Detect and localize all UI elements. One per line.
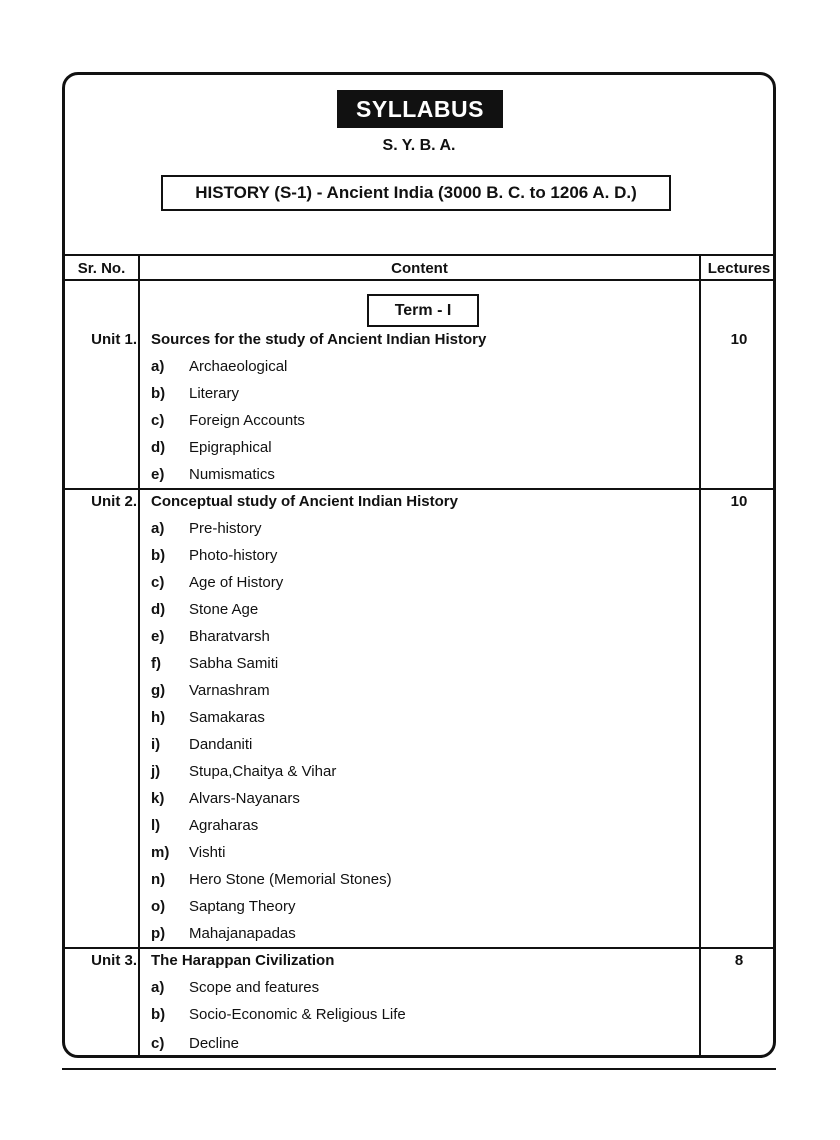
unit-lectures: 8 <box>734 952 744 969</box>
list-item <box>151 519 262 539</box>
subject-title: HISTORY (S-1) - Ancient India (3000 B. C. to 1206 A. D.) <box>161 175 671 211</box>
item-text: Agraharas <box>189 817 259 834</box>
list-item <box>151 735 252 755</box>
unit-label: Unit 3. <box>91 952 137 969</box>
syllabus-frame <box>62 72 776 1058</box>
item-letter: h) <box>151 709 166 726</box>
item-letter: c) <box>151 574 165 591</box>
unit-title: Conceptual study of Ancient Indian History <box>151 493 458 510</box>
item-letter: a) <box>151 979 165 996</box>
list-item <box>151 681 270 701</box>
term-label: Term - I <box>367 294 479 327</box>
item-text: Decline <box>189 1035 240 1052</box>
item-text: Pre-history <box>189 520 262 537</box>
item-text: Numismatics <box>189 466 275 483</box>
list-item <box>151 843 225 863</box>
list-item <box>151 546 277 566</box>
item-letter: n) <box>151 871 166 888</box>
item-text: Age of History <box>189 574 284 591</box>
item-letter: a) <box>151 358 165 375</box>
table-top-rule <box>65 254 773 256</box>
item-letter: j) <box>151 763 161 780</box>
column-divider <box>138 254 140 1058</box>
item-text: Stupa,Chaitya & Vihar <box>189 763 337 780</box>
list-item <box>151 924 296 944</box>
class-name: S. Y. B. A. <box>382 137 456 154</box>
item-text: Hero Stone (Memorial Stones) <box>189 871 392 888</box>
item-text: Epigraphical <box>189 439 272 456</box>
list-item <box>151 897 295 917</box>
unit-label: Unit 2. <box>91 493 137 510</box>
item-text: Mahajanapadas <box>189 925 296 942</box>
syllabus-header <box>65 75 773 256</box>
unit-label: Unit 1. <box>91 331 137 348</box>
list-item <box>151 384 239 404</box>
item-letter: m) <box>151 844 170 861</box>
list-item <box>151 978 319 998</box>
unit-title: The Harappan Civilization <box>151 952 335 969</box>
item-letter: o) <box>151 898 166 915</box>
list-item <box>151 465 275 485</box>
item-text: Literary <box>189 385 240 402</box>
item-text: Saptang Theory <box>189 898 296 915</box>
item-letter: k) <box>151 790 165 807</box>
item-text: Foreign Accounts <box>189 412 305 429</box>
list-item <box>151 438 272 458</box>
item-text: Photo-history <box>189 547 278 564</box>
list-item <box>151 600 258 620</box>
item-text: Socio-Economic & Religious Life <box>189 1006 406 1023</box>
list-item <box>151 1005 406 1025</box>
item-text: Alvars-Nayanars <box>189 790 300 807</box>
item-text: Sabha Samiti <box>189 655 279 672</box>
item-text: Stone Age <box>189 601 259 618</box>
column-header-lectures: Lectures <box>707 259 771 277</box>
list-item <box>151 573 283 593</box>
column-header-content: Content <box>391 259 448 277</box>
column-header-sr-no: Sr. No. <box>77 259 126 277</box>
unit-lectures: 10 <box>730 331 748 348</box>
list-item <box>151 789 300 809</box>
unit-lectures: 10 <box>730 493 748 510</box>
list-item <box>151 1034 239 1054</box>
footer-rule <box>62 1068 776 1070</box>
item-text: Vishti <box>189 844 226 861</box>
unit-divider <box>65 488 773 490</box>
item-letter: f) <box>151 655 161 672</box>
column-divider <box>699 254 701 1058</box>
list-item <box>151 357 287 377</box>
item-letter: d) <box>151 601 166 618</box>
item-letter: i) <box>151 736 161 753</box>
list-item <box>151 654 278 674</box>
list-item <box>151 762 336 782</box>
unit-divider <box>65 947 773 949</box>
item-letter: a) <box>151 520 165 537</box>
item-letter: g) <box>151 682 166 699</box>
item-letter: e) <box>151 628 165 645</box>
item-letter: b) <box>151 547 166 564</box>
item-text: Scope and features <box>189 979 320 996</box>
item-letter: e) <box>151 466 165 483</box>
unit-title: Sources for the study of Ancient Indian History <box>151 331 487 348</box>
item-text: Varnashram <box>189 682 270 699</box>
list-item <box>151 816 258 836</box>
item-text: Bharatvarsh <box>189 628 270 645</box>
item-letter: c) <box>151 412 165 429</box>
page-title: SYLLABUS <box>337 90 503 128</box>
table-header-rule <box>65 279 773 281</box>
item-text: Dandaniti <box>189 736 253 753</box>
item-letter: c) <box>151 1035 165 1052</box>
list-item <box>151 708 265 728</box>
list-item <box>151 870 392 890</box>
item-letter: d) <box>151 439 166 456</box>
item-letter: b) <box>151 1006 166 1023</box>
item-text: Archaeological <box>189 358 288 375</box>
list-item <box>151 411 305 431</box>
item-letter: l) <box>151 817 161 834</box>
list-item <box>151 627 270 647</box>
item-letter: p) <box>151 925 166 942</box>
item-text: Samakaras <box>189 709 265 726</box>
item-letter: b) <box>151 385 166 402</box>
